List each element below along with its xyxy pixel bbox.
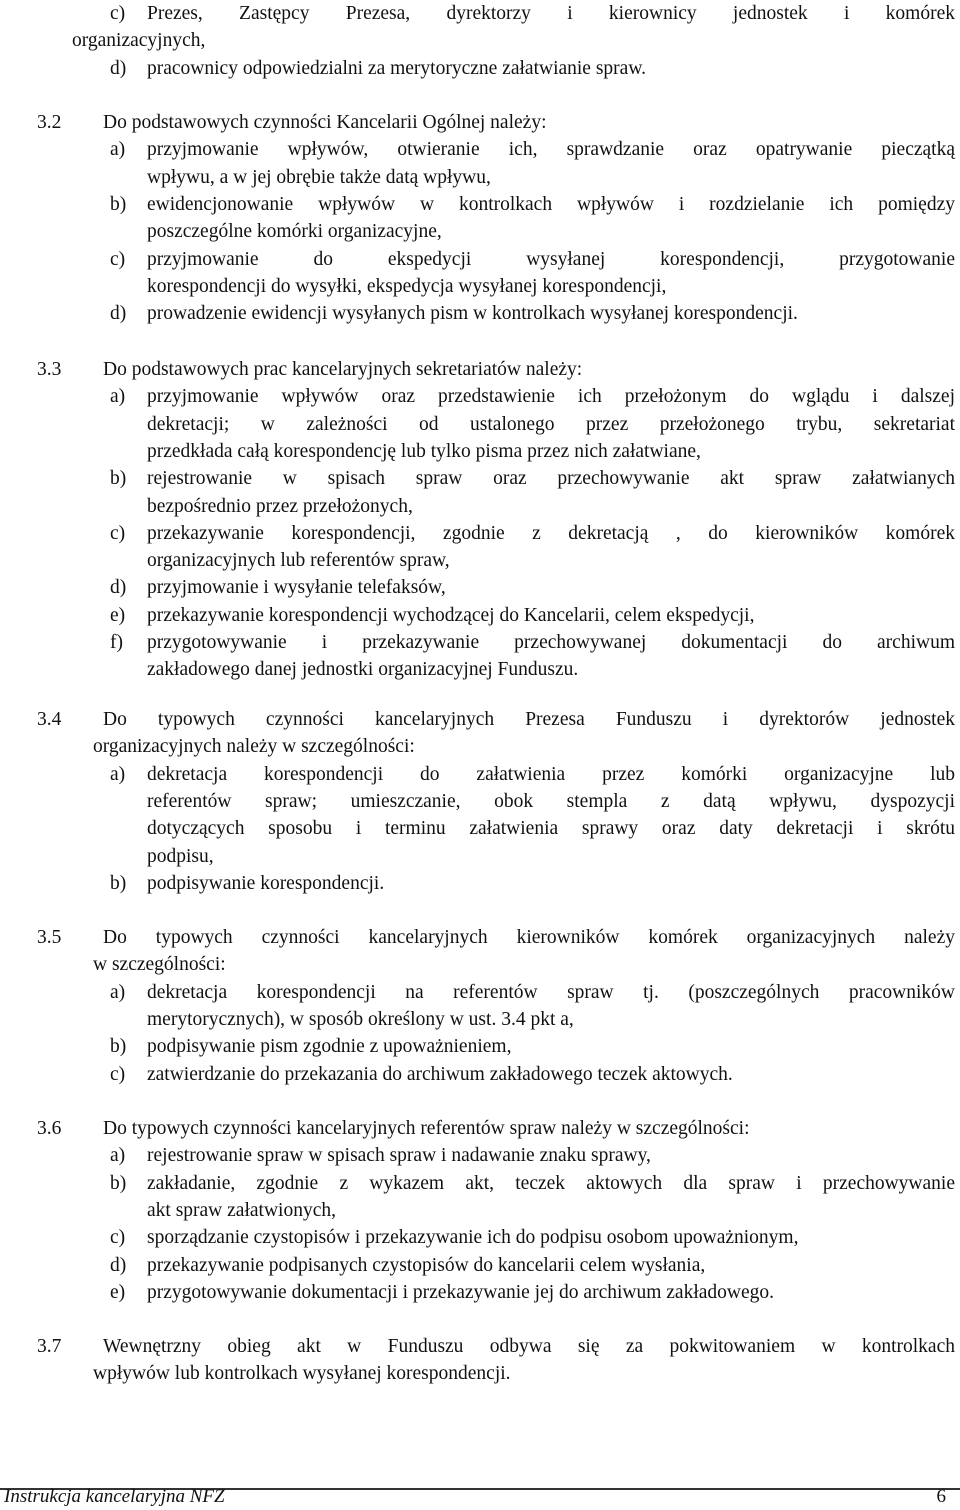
list-item-text: przekazywanie podpisanych czystopisów do kancelarii celem wysłania, (147, 1254, 706, 1276)
list-item-label: c) (110, 248, 126, 270)
list-item-text: podpisu, (147, 845, 214, 867)
list-item-text: prowadzenie ewidencji wysyłanych pism w kontrolkach wysyłanej korespondencji. (147, 303, 798, 325)
list-item-label: c) (110, 1227, 126, 1249)
section-number: 3.4 (37, 709, 62, 730)
section-number: 3.5 (37, 927, 62, 948)
list-item-label: b) (110, 193, 127, 215)
list-item-text: przygotowywanie dokumentacji i przekazywanie jej do archiwum zakładowego. (147, 1281, 775, 1303)
list-item-text: przygotowywanie i przekazywanie przechowywanej dokumentacji do archiwum (147, 632, 955, 653)
list-item-label: a) (110, 139, 126, 161)
list-item-text: referentów spraw; umieszczanie, obok stempla z datą wpływu, dyspozycji (147, 790, 955, 812)
list-item-text: pracownicy odpowiedzialni za merytoryczne załatwianie spraw. (147, 57, 647, 79)
section-heading: Do typowych czynności kancelaryjnych kierowników komórek organizacyjnych należy (103, 927, 955, 948)
list-item-text: korespondencji do wysyłki, ekspedycja wysyłanej korespondencji, (147, 275, 667, 297)
list-item-text: sporządzanie czystopisów i przekazywanie ich do podpisu osobom upoważnionym, (147, 1227, 799, 1249)
section-heading: Do podstawowych czynności Kancelarii Ogólnej należy: (103, 112, 547, 133)
list-item-text: zakładowego danej jednostki organizacyjnej Funduszu. (147, 659, 579, 681)
list-item-text: przekazywanie korespondencji, zgodnie z dekretacją , do kierowników komórek (147, 522, 955, 544)
list-item-label: c) (110, 1063, 126, 1085)
list-item-text: organizacyjnych lub referentów spraw, (147, 550, 450, 572)
list-item-label: a) (110, 763, 126, 785)
list-item-text: podpisywanie pism zgodnie z upoważnieniem, (147, 1036, 512, 1058)
list-item-label: d) (110, 303, 127, 325)
list-item-text: przyjmowanie i wysyłanie telefaksów, (147, 577, 446, 599)
list-item-label: c) (110, 3, 126, 24)
footer-title: Instrukcja kancelaryjna NFZ (4, 1486, 225, 1507)
list-item-text: zatwierdzanie do przekazania do archiwum zakładowego teczek aktowych. (147, 1063, 733, 1085)
list-item-label: d) (110, 577, 127, 599)
section-heading: w szczególności: (93, 954, 226, 976)
list-item-label: a) (110, 981, 126, 1003)
section-number: 3.7 (37, 1336, 62, 1357)
list-item-text: przyjmowanie do ekspedycji wysyłanej korespondencji, przygotowanie (147, 248, 955, 270)
list-item-text: akt spraw załatwionych, (147, 1199, 336, 1221)
list-item-text: dotyczących sposobu i terminu załatwienia sprawy oraz daty dekretacji i skrótu (147, 818, 955, 840)
list-item-text: ewidencjonowanie wpływów w kontrolkach wpływów i rozdzielanie ich pomiędzy (147, 193, 955, 215)
list-item-text: rejestrowanie spraw w spisach spraw i nadawanie znaku sprawy, (147, 1145, 651, 1167)
list-item-text: zakładanie, zgodnie z wykazem akt, teczek aktowych dla spraw i przechowywanie (147, 1172, 955, 1194)
section-heading: wpływów lub kontrolkach wysyłanej korespondencji. (93, 1363, 511, 1385)
page-number: 6 (936, 1486, 946, 1507)
list-item-text: wpływu, a w jej obrębie także datą wpływu, (147, 166, 491, 188)
list-item-text: przekazywanie korespondencji wychodzącej do Kancelarii, celem ekspedycji, (147, 604, 755, 626)
list-item-text: bezpośrednio przez przełożonych, (147, 495, 413, 517)
section-number: 3.2 (37, 112, 62, 133)
list-item-label: b) (110, 1172, 127, 1194)
list-item-label: e) (110, 1281, 126, 1303)
section-heading: Do podstawowych prac kancelaryjnych sekretariatów należy: (103, 359, 583, 380)
section-number: 3.3 (37, 359, 62, 380)
list-item-label: b) (110, 872, 127, 894)
list-item-label: d) (110, 57, 127, 79)
list-item-text: dekretacja korespondencji do załatwienia przez komórki organizacyjne lub (147, 763, 955, 785)
section-heading: Do typowych czynności kancelaryjnych referentów spraw należy w szczególności: (103, 1118, 750, 1139)
list-item-text: przyjmowanie wpływów, otwieranie ich, sprawdzanie oraz opatrywanie pieczątką (147, 139, 955, 161)
list-item-text: dekretacja korespondencji na referentów spraw tj. (poszczególnych pracowników (147, 981, 955, 1003)
list-item-text: Prezes, Zastępcy Prezesa, dyrektorzy i kierownicy jednostek i komórek (147, 3, 955, 24)
list-item-text: przyjmowanie wpływów oraz przedstawienie ich przełożonym do wglądu i dalszej (147, 386, 955, 408)
list-item-label: f) (110, 632, 123, 653)
list-item-text: merytorycznych), w sposób określony w ust. 3.4 pkt a, (147, 1008, 574, 1030)
list-item-label: a) (110, 386, 126, 408)
list-item-text: podpisywanie korespondencji. (147, 872, 385, 894)
list-item-label: b) (110, 1036, 127, 1058)
list-item-label: b) (110, 468, 127, 490)
section-heading: organizacyjnych należy w szczególności: (93, 736, 415, 758)
list-item-text: poszczególne komórki organizacyjne, (147, 221, 442, 243)
section-number: 3.6 (37, 1118, 62, 1139)
list-item-label: a) (110, 1145, 126, 1167)
list-item-text: organizacyjnych, (72, 30, 206, 52)
list-item-label: c) (110, 522, 126, 544)
list-item-label: d) (110, 1254, 127, 1276)
list-item-label: e) (110, 604, 126, 626)
list-item-text: rejestrowanie w spisach spraw oraz przechowywanie akt spraw załatwianych (147, 468, 955, 490)
section-heading: Wewnętrzny obieg akt w Funduszu odbywa się za pokwitowaniem w kontrolkach (103, 1336, 955, 1357)
section-heading: Do typowych czynności kancelaryjnych Prezesa Funduszu i dyrektorów jednostek (103, 709, 955, 730)
list-item-text: przedkłada całą korespondencję lub tylko pisma przez nich załatwiane, (147, 440, 701, 462)
list-item-text: dekretacji; w zależności od ustalonego przez przełożonego trybu, sekretariat (147, 413, 955, 435)
